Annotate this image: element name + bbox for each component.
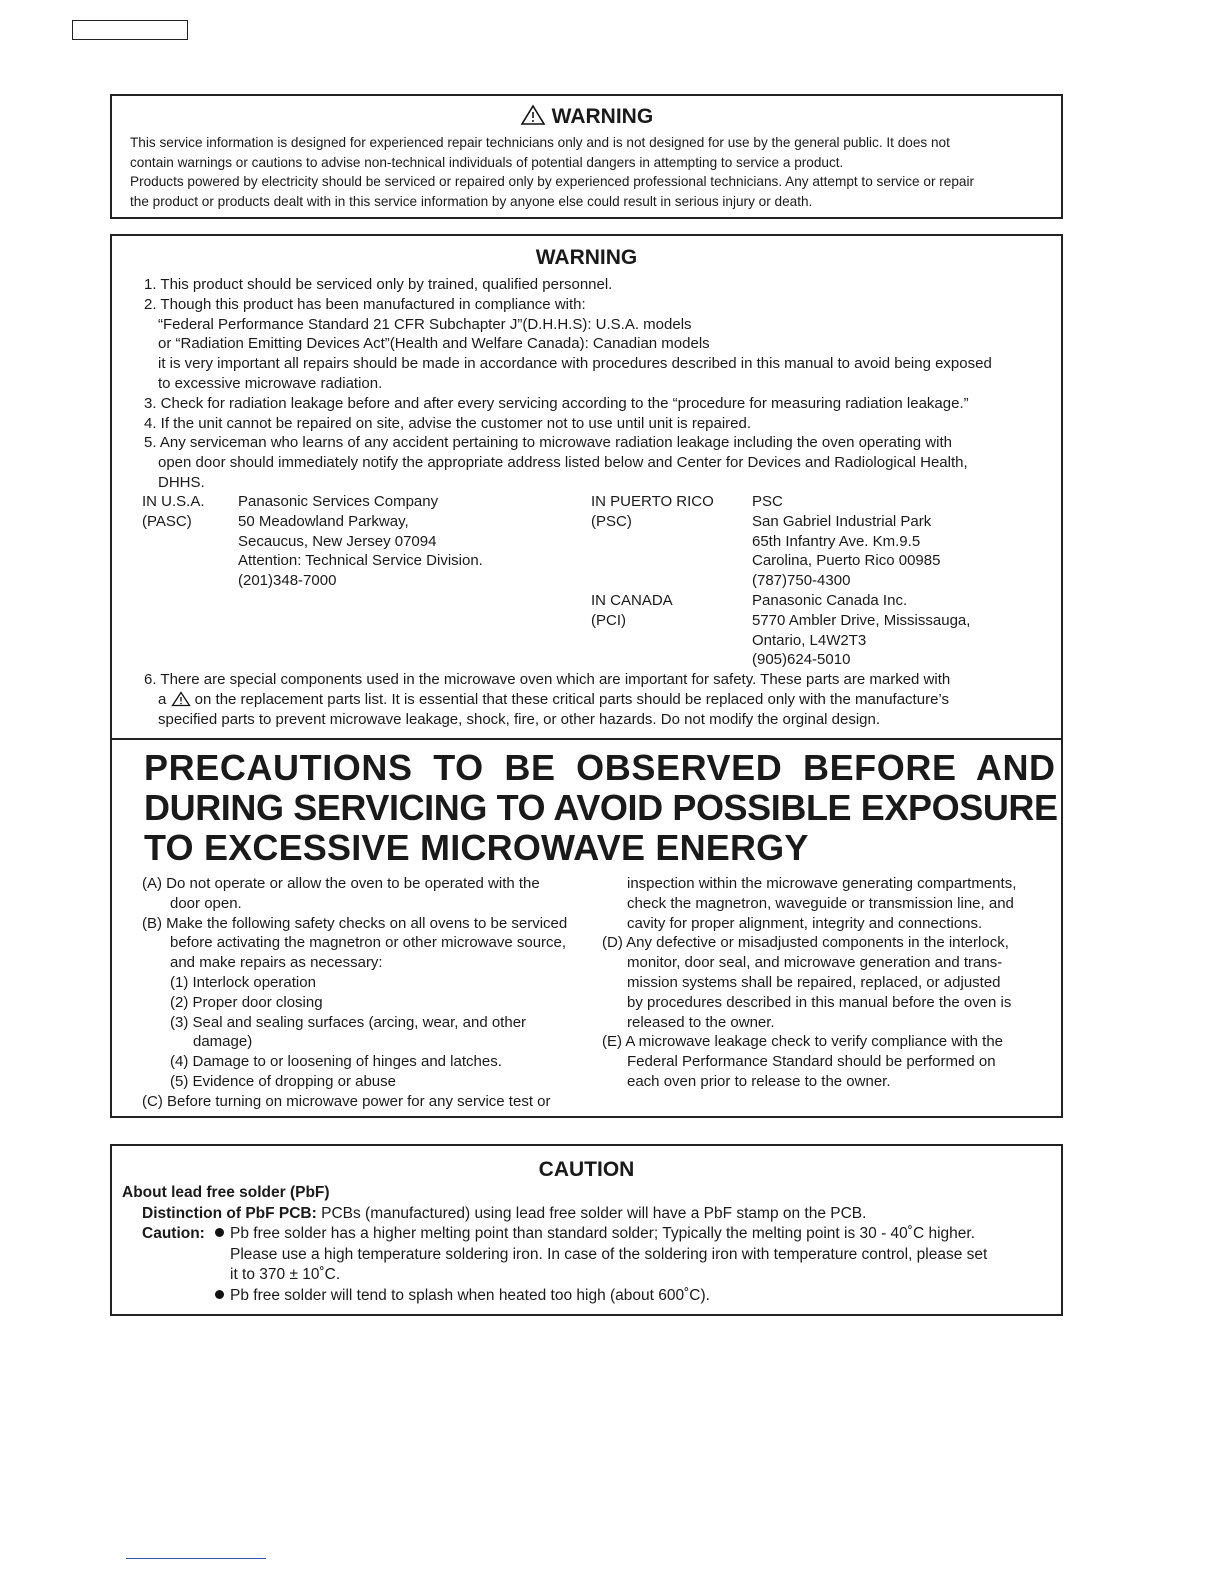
warning-item: 4. If the unit cannot be repaired on site, advise the customer not to use until unit is repaired. [144,414,752,432]
usa-address [238,492,483,591]
precaution-line: (B) Make the following safety checks on all ovens to be serviced [142,914,568,932]
address-line: (787)750-4300 [752,572,851,590]
caution-text: Please use a high temperature soldering iron. In case of the soldering iron with temperature control, please set [230,1245,988,1263]
general-warning-text [130,133,974,211]
address-line: Attention: Technical Service Division. [238,552,483,570]
caution-bullet-2 [122,1286,987,1307]
address-line: Ontario, L4W2T3 [752,631,867,649]
footer-link-underline [126,1558,266,1559]
address-line: 50 Meadowland Parkway, [238,512,409,530]
puerto-rico-address [752,492,940,591]
caution-text: Pb free solder has a higher melting point than standard solder; Typically the melting point is 30 - 40˚C higher. [230,1225,975,1243]
warning-text: a [158,690,167,708]
precaution-line: check the magnetron, waveguide or transmission line, and [627,894,1014,912]
safety-triangle-icon [171,691,191,707]
warning-line: the product or products dealt with in this service information by anyone else could result in serious injury or death. [130,193,813,209]
warning-item: 5. Any serviceman who learns of any accident pertaining to microwave radiation leakage including the oven operating with [144,434,952,452]
usa-address-label [142,492,205,532]
warning-line: This service information is designed for experienced repair technicians only and is not designed for use by the general public. It does not [130,135,950,150]
caution-title: CAUTION [538,1158,635,1181]
section-divider [112,738,1061,740]
warning-item-6 [144,670,950,729]
address-line: Panasonic Services Company [238,493,439,510]
precaution-line: inspection within the microwave generating compartments, [627,875,1017,892]
address-line: Panasonic Canada Inc. [752,592,908,609]
precautions-heading [144,748,1058,868]
distinction-text: PCBs (manufactured) using lead free solder will have a PbF stamp on the PCB. [316,1204,867,1222]
warning-text: on the replacement parts list. It is essential that these critical parts should be replaced only with the manufacture’s [190,690,949,708]
precaution-line: released to the owner. [627,1013,775,1031]
warning-item [144,690,950,710]
precaution-line: (4) Damage to or loosening of hinges and latches. [170,1053,502,1071]
precaution-line: mission systems shall be repaired, replaced, or adjusted [627,973,1001,991]
caution-subtitle: About lead free solder (PbF) [122,1184,330,1201]
puerto-rico-address-label [591,492,714,532]
address-label: IN CANADA [591,592,673,609]
canada-address [752,591,970,670]
header-label-box [72,20,188,40]
caution-text: it to 370 ± 10˚C. [230,1266,341,1284]
precaution-line: monitor, door seal, and microwave generation and trans- [627,954,1003,972]
bullet-icon [215,1290,224,1299]
bullet-icon [215,1228,224,1237]
general-warning-title: WARNING [551,105,654,128]
precaution-line: (3) Seal and sealing surfaces (arcing, wear, and other [170,1013,527,1031]
precaution-line: (1) Interlock operation [170,973,316,991]
address-line: San Gabriel Industrial Park [752,512,932,530]
precaution-line: by procedures described in this manual before the oven is [627,993,1012,1011]
address-line: 5770 Ambler Drive, Mississauga, [752,611,971,629]
warning-item: open door should immediately notify the appropriate address listed below and Center for Devices and Radiological Health, [158,454,968,472]
precaution-line: (2) Proper door closing [170,993,323,1011]
warning-item: 2. Though this product has been manufactured in compliance with: [144,295,586,313]
microwave-warning-title: WARNING [535,246,638,269]
warning-item: specified parts to prevent microwave leakage, shock, fire, or other hazards. Do not modify the orginal design. [158,710,881,728]
address-label: (PSC) [591,512,632,530]
precaution-line: (E) A microwave leakage check to verify compliance with the [602,1033,1004,1051]
caution-label: Caution: [142,1225,205,1243]
warning-item: DHHS. [158,473,205,491]
general-warning-heading [112,104,1061,129]
warning-triangle-icon [520,104,546,126]
heading-line: PRECAUTIONS TO BE OBSERVED BEFORE AND [144,747,1056,788]
address-line: 65th Infantry Ave. Km.9.5 [752,532,921,550]
warning-item: 1. This product should be serviced only by trained, qualified personnel. [144,276,613,293]
precautions-left-column [142,874,567,1112]
caution-text: Pb free solder will tend to splash when heated too high (about 600˚C). [230,1286,710,1304]
warning-item: it is very important all repairs should be made in accordance with procedures described in this manual to avoid being exposed [158,355,992,373]
caution-bullet-1 [122,1224,987,1245]
warning-item: to excessive microwave radiation. [158,374,383,392]
address-line: (905)624-5010 [752,651,851,669]
distinction-line [122,1204,987,1225]
warning-line: contain warnings or cautions to advise non-technical individuals of potential dangers in attempting to service a product. [130,154,844,170]
precaution-line: (D) Any defective or misadjusted components in the interlock, [602,934,1009,952]
warning-item: 6. There are special components used in the microwave oven which are important for safety. These parts are marked with [144,671,951,688]
heading-line: TO EXCESSIVE MICROWAVE ENERGY [144,827,809,868]
distinction-label: Distinction of PbF PCB: [142,1204,317,1222]
precaution-line: (A) Do not operate or allow the oven to be operated with the [142,875,540,892]
precautions-right-column [602,874,1016,1092]
address-label: (PASC) [142,512,192,530]
warning-item: or “Radiation Emitting Devices Act”(Health and Welfare Canada): Canadian models [158,335,710,353]
caution-box [110,1144,1063,1316]
warning-line: Products powered by electricity should be serviced or repaired only by experienced professional technicians. Any attempt to service or repair [130,174,975,190]
precaution-line: before activating the magnetron or other microwave source, [170,934,567,952]
caution-content [122,1183,987,1307]
address-label: (PCI) [591,611,626,629]
general-warning-box [110,94,1063,219]
address-line: Secaucus, New Jersey 07094 [238,532,437,550]
address-label: IN PUERTO RICO [591,493,714,510]
precaution-line: (5) Evidence of dropping or abuse [170,1072,396,1090]
precaution-line: damage) [193,1033,253,1051]
canada-address-label [591,591,673,631]
warning-item: 3. Check for radiation leakage before and after every servicing according to the “procedure for measuring radiation leakage.” [144,394,969,412]
precaution-line: cavity for proper alignment, integrity and connections. [627,914,983,932]
precaution-line: Federal Performance Standard should be performed on [627,1053,996,1071]
address-line: Carolina, Puerto Rico 00985 [752,552,941,570]
precaution-line: door open. [170,894,242,912]
heading-line: DURING SERVICING TO AVOID POSSIBLE EXPOSURE [144,787,1058,828]
warning-item: “Federal Performance Standard 21 CFR Subchapter J”(D.H.H.S): U.S.A. models [158,315,692,333]
precaution-line: and make repairs as necessary: [170,954,383,972]
warning-items [144,275,992,493]
precaution-line: each oven prior to release to the owner. [627,1072,891,1090]
precaution-line: (C) Before turning on microwave power for any service test or [142,1092,551,1110]
address-line: PSC [752,493,783,510]
microwave-warning-box [110,234,1063,1118]
address-line: (201)348-7000 [238,572,337,590]
address-label: IN U.S.A. [142,493,205,510]
